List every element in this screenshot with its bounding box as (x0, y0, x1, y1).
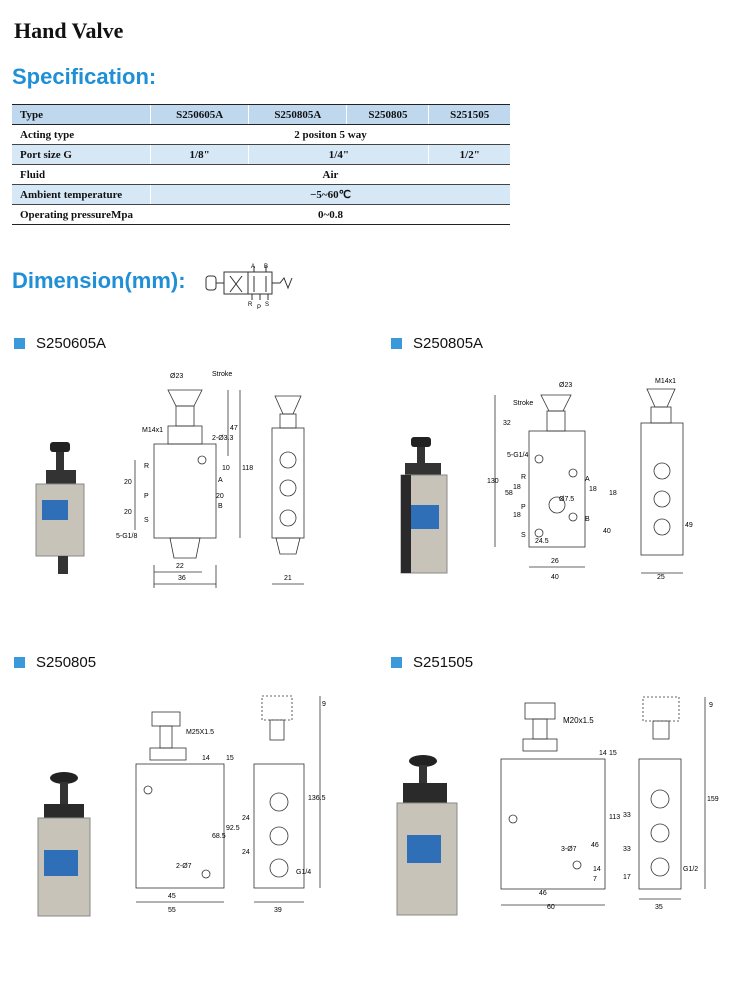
table-row (12, 165, 510, 185)
header-model: S250805A (249, 105, 347, 125)
port-label: S (521, 532, 526, 539)
dimension-label: 68.5 (212, 833, 226, 840)
dimension-label: M14x1 (655, 378, 677, 385)
dimension-label: 24 (242, 815, 250, 822)
dimension-label: 15 (226, 755, 234, 762)
dimension-label: 2-Ø7 (176, 863, 192, 870)
dimension-label: 5-G1/4 (507, 452, 529, 459)
dimension-label: 136.5 (308, 795, 326, 802)
model-marker-icon (14, 338, 25, 349)
dimension-label: 46 (591, 842, 599, 849)
dimension-label: 35 (655, 904, 663, 911)
drawing-s250605a (110, 360, 360, 590)
header-model: S250805 (347, 105, 429, 125)
dimension-label: 130 (487, 478, 499, 485)
port-label: B (585, 516, 590, 523)
port-r-label: R (248, 302, 253, 308)
dimension-label: 113 (609, 814, 621, 821)
dimension-label: M25X1.5 (186, 729, 215, 736)
port-label: R (144, 463, 150, 470)
row-label: Fluid (12, 165, 151, 185)
dimension-label: 40 (603, 528, 611, 535)
dimension-label: 14 (202, 755, 210, 762)
port-b-label: B (264, 264, 269, 270)
row-value: 1/4" (249, 145, 429, 165)
dimension-label: Ø7.5 (559, 496, 575, 503)
page-title: Hand Valve (14, 18, 124, 43)
row-value: 0~0.8 (151, 205, 511, 225)
model-marker-icon (14, 657, 25, 668)
dimension-label: 18 (609, 490, 617, 497)
drawing-s251505 (495, 695, 725, 915)
table-row (12, 185, 510, 205)
row-label: Acting type (12, 125, 151, 145)
dimension-label: 17 (623, 874, 631, 881)
model-label-s251505: S251505 (413, 654, 474, 671)
dimension-label: 20 (216, 493, 224, 500)
valve-photo-s250605a (28, 440, 93, 580)
dimension-label: G1/4 (296, 869, 312, 876)
valve-symbol-icon (200, 262, 300, 310)
row-value: 2 positon 5 way (151, 125, 511, 145)
dimension-label: 15 (609, 750, 617, 757)
specification-table (12, 104, 510, 225)
row-value: 1/2" (429, 145, 510, 165)
dimension-label: 18 (513, 512, 521, 519)
row-label: Port size G (12, 145, 151, 165)
dimension-label: 25 (657, 574, 665, 581)
dimension-label: 118 (242, 465, 254, 472)
dimension-label: Stroke (513, 400, 534, 407)
port-s-label: S (265, 302, 270, 308)
dimension-label: 24 (242, 849, 250, 856)
valve-photo-s250805 (30, 770, 110, 920)
dimension-label: M20x1.5 (563, 716, 594, 725)
row-label: Ambient temperature (12, 185, 151, 205)
dimension-label: 47 (230, 425, 238, 432)
port-label: A (218, 477, 223, 484)
dimension-label: 2-Ø3.3 (212, 435, 234, 442)
dimension-label: 49 (685, 522, 693, 529)
dimension-label: 24.5 (535, 538, 549, 545)
row-value: 1/8" (151, 145, 249, 165)
dimension-label: 20 (124, 509, 132, 516)
table-header-row (12, 105, 510, 125)
dimension-label: 26 (551, 558, 559, 565)
port-a-label: A (251, 264, 256, 270)
dimension-label: 58 (505, 490, 513, 497)
dimension-heading: Dimension(mm): (12, 268, 186, 293)
port-label: B (218, 503, 223, 510)
dimension-label: 32 (503, 420, 511, 427)
table-row (12, 145, 510, 165)
dimension-label: 159 (707, 796, 719, 803)
dimension-label: 9 (322, 701, 326, 708)
header-type: Type (12, 105, 151, 125)
dimension-label: 14 (599, 750, 607, 757)
port-label: P (144, 493, 149, 500)
dimension-label: 40 (551, 574, 559, 581)
drawing-s250805a (485, 365, 715, 585)
dimension-label: 92.5 (226, 825, 240, 832)
dimension-label: 9 (709, 702, 713, 709)
valve-photo-s250805a (395, 435, 470, 585)
dimension-label: Ø23 (170, 373, 184, 380)
port-label: P (521, 504, 526, 511)
dimension-label: 10 (222, 465, 230, 472)
dimension-label: 36 (178, 575, 186, 582)
dimension-label: 33 (623, 812, 631, 819)
table-row (12, 205, 510, 225)
row-value: −5~60℃ (151, 185, 511, 205)
dimension-label: 20 (124, 479, 132, 486)
port-label: A (585, 476, 590, 483)
dimension-label: 18 (589, 486, 597, 493)
specification-heading: Specification: (12, 64, 157, 89)
header-model: S250605A (151, 105, 249, 125)
dimension-label: 39 (274, 907, 282, 914)
dimension-label: 7 (593, 876, 597, 883)
drawing-s250805 (130, 690, 340, 915)
dimension-label: 21 (284, 575, 292, 582)
dimension-label: 14 (593, 866, 601, 873)
model-label-s250805: S250805 (36, 654, 97, 671)
dimension-label: 18 (513, 484, 521, 491)
dimension-label: G1/2 (683, 866, 699, 873)
dimension-label: Stroke (212, 371, 233, 378)
dimension-label: 45 (168, 893, 176, 900)
dimension-label: 55 (168, 907, 176, 914)
dimension-label: 22 (176, 563, 184, 570)
table-row (12, 125, 510, 145)
model-marker-icon (391, 338, 402, 349)
dimension-label: 60 (547, 904, 555, 911)
row-label: Operating pressureMpa (12, 205, 151, 225)
dimension-label: 5-G1/8 (116, 533, 138, 540)
dimension-label: 3-Ø7 (561, 846, 577, 853)
valve-photo-s251505 (395, 755, 475, 925)
header-model: S251505 (429, 105, 510, 125)
model-label-s250805a: S250805A (413, 335, 484, 352)
dimension-label: 46 (539, 890, 547, 897)
dimension-label: Ø23 (559, 382, 573, 389)
port-label: S (144, 517, 149, 524)
port-p-label: P (257, 305, 262, 310)
port-label: R (521, 474, 527, 481)
dimension-label: 33 (623, 846, 631, 853)
dimension-label: M14x1 (142, 427, 164, 434)
model-marker-icon (391, 657, 402, 668)
row-value: Air (151, 165, 511, 185)
model-label-s250605a: S250605A (36, 335, 107, 352)
